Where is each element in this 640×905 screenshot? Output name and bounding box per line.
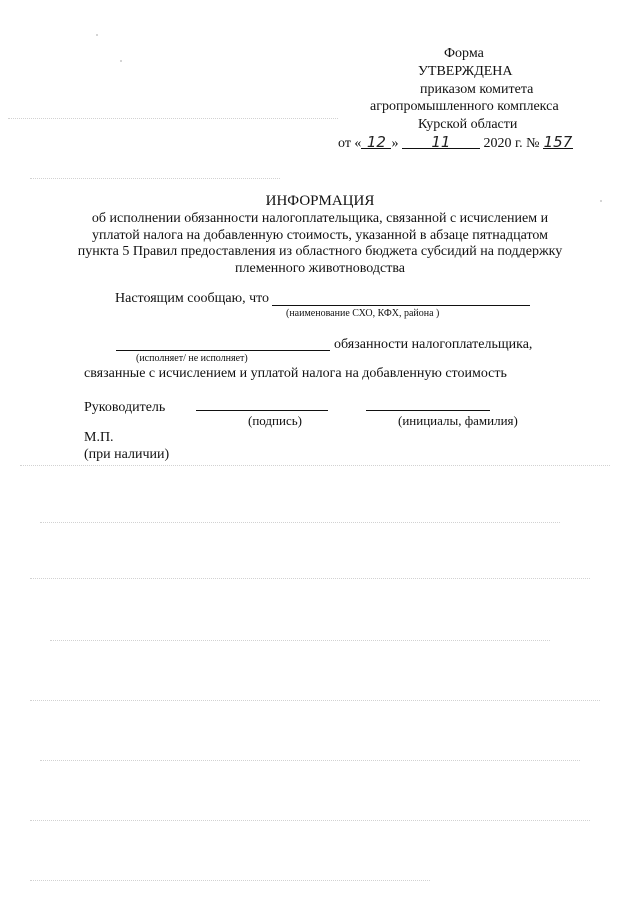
org-name-hint: (наименование СХО, КФХ, района ): [286, 308, 440, 319]
day-handwritten: 12: [361, 133, 391, 149]
title-line-3: пункта 5 Правил предоставления из областного бюджета субсидий на поддержку: [77, 244, 563, 259]
approved-label: УТВЕРЖДЕНА: [418, 64, 513, 79]
title-line-4: племенного животноводства: [235, 261, 405, 276]
region-label: Курской области: [418, 117, 518, 132]
year-number-label: 2020 г. №: [483, 136, 540, 151]
date-prefix: от «: [338, 136, 362, 151]
title-line-2: уплатой налога на добавленную стоимость, указанной в абзаце пятнадцатом: [92, 228, 548, 243]
scan-noise: [20, 465, 610, 467]
order-by-label: приказом комитета: [420, 82, 534, 97]
order-number-handwritten: 157: [543, 133, 573, 151]
obligations-continued: связанные с исчислением и уплатой налога на добавленную стоимость: [84, 366, 507, 381]
scan-noise: [30, 880, 430, 882]
scan-noise: [30, 578, 590, 580]
obligations-text: обязанности налогоплательщика,: [334, 337, 533, 352]
signature-hint: (подпись): [248, 413, 302, 428]
head-role-label: Руководитель: [84, 400, 166, 415]
scan-noise: [40, 760, 580, 762]
committee-label: агропромышленного комплекса: [370, 99, 559, 114]
scan-speck: [96, 34, 98, 36]
org-name-field-line: [272, 305, 530, 306]
title-line-1: об исполнении обязанности налогоплательщика, связанной с исчислением и: [91, 211, 549, 226]
scan-noise: [8, 118, 338, 120]
scan-noise: [30, 820, 590, 822]
seal-label: М.П.: [84, 430, 114, 445]
seal-note: (при наличии): [84, 447, 170, 462]
intro-text: Настоящим сообщаю, что: [115, 291, 270, 306]
name-hint: (инициалы, фамилия): [398, 413, 518, 428]
status-field-line: [116, 350, 330, 351]
month-handwritten: 11: [402, 133, 480, 149]
form-label: Форма: [444, 46, 484, 61]
scan-speck: [120, 60, 122, 62]
day-suffix: »: [391, 136, 399, 151]
scan-noise: [30, 700, 600, 702]
status-hint: (исполняет/ не исполняет): [136, 353, 248, 364]
name-field-line: [366, 410, 490, 411]
signature-field-line: [196, 410, 328, 411]
document-heading: ИНФОРМАЦИЯ: [265, 193, 375, 209]
scan-noise: [40, 522, 560, 524]
scan-noise: [30, 178, 280, 180]
approval-date-line: [338, 133, 573, 152]
scan-noise: [50, 640, 550, 642]
